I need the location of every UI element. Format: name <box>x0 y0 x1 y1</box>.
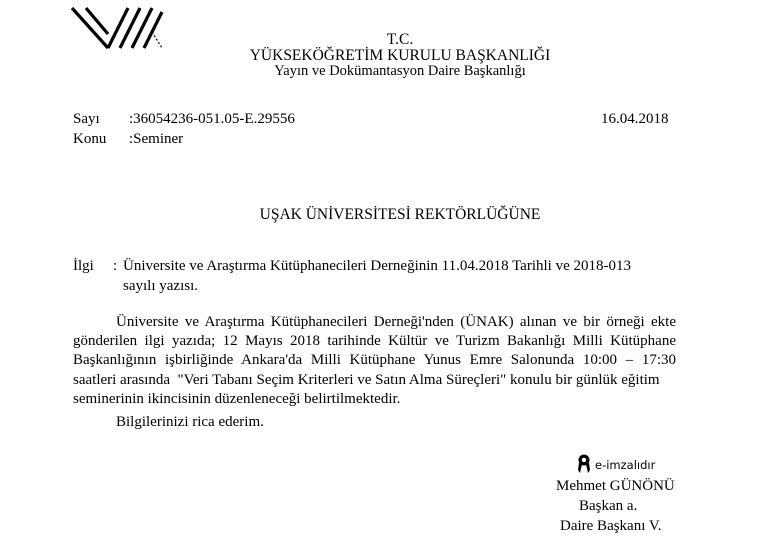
body-line: gönderilen ilgi yazıda; 12 Mayıs 2018 tarihinde Kültür ve Turizm Bakanlığı Milli Kütüphane <box>73 333 676 349</box>
ilgi-label: İlgi <box>73 258 94 274</box>
konu-value: :Seminer <box>129 131 184 147</box>
body-line: seminerinin ikincisinin düzenleneceği belirtilmektedir. <box>73 391 401 407</box>
sayi-label: Sayı <box>73 111 100 127</box>
signer-title-1: Başkan a. <box>579 498 638 514</box>
header-institution: YÜKSEKÖĞRETİM KURULU BAŞKANLIĞI <box>249 47 551 64</box>
esign-label: e-imzalıdır <box>595 458 656 472</box>
recipient: UŞAK ÜNİVERSİTESİ REKTÖRLÜĞÜNE <box>259 206 541 223</box>
body-line: saatleri arasında "Veri Tabanı Seçim Kriterleri ve Satın Alma Süreçleri" konulu bir günlük eğitim <box>73 372 660 388</box>
sayi-value: :36054236-051.05-E.29556 <box>129 111 295 127</box>
ilgi-line-1: Üniversite ve Araştırma Kütüphanecileri Derneğinin 11.04.2018 Tarihli ve 2018-013 <box>123 258 631 274</box>
signer-title-2: Daire Başkanı V. <box>560 518 662 534</box>
konu-label: Konu <box>73 131 107 147</box>
yok-logo-icon <box>68 6 164 50</box>
header-tc: T.C. <box>386 31 414 48</box>
ribbon-seal-icon <box>577 454 591 474</box>
ilgi-line-2: sayılı yazısı. <box>123 278 198 294</box>
header-department: Yayın ve Dokümantasyon Daire Başkanlığı <box>274 63 526 79</box>
signer-name: Mehmet GÜNÖNÜ <box>556 478 675 494</box>
document-date: 16.04.2018 <box>601 111 669 127</box>
closing-line: Bilgilerinizi rica ederim. <box>116 414 264 430</box>
body-line: Başkanlığının işbirliğinde Ankara'da Milli Kütüphane Yunus Emre Salonunda 10:00 – 17:30 <box>73 352 676 368</box>
ilgi-separator: : <box>113 258 118 274</box>
body-line: Üniversite ve Araştırma Kütüphanecileri Derneği'nden (ÜNAK) alınan ve bir örneği ekte <box>116 314 676 330</box>
